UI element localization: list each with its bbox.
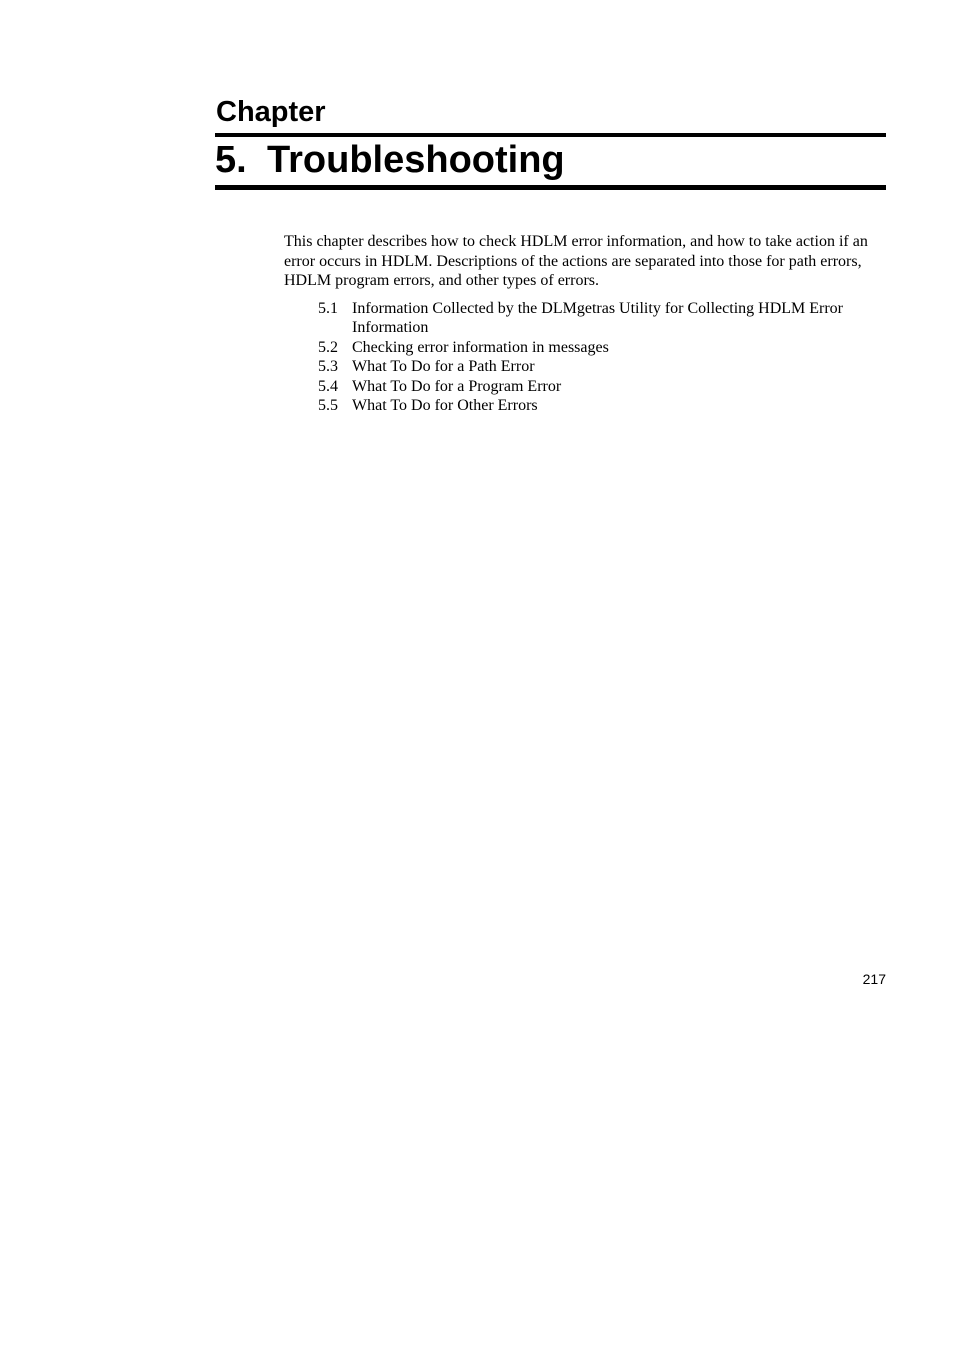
toc-item-number: 5.3 <box>318 358 338 376</box>
toc-item[interactable] <box>318 396 888 415</box>
toc-item[interactable] <box>318 377 888 396</box>
toc-item-title[interactable]: What To Do for a Program Error <box>352 377 562 395</box>
chapter-label: Chapter <box>216 96 326 128</box>
toc-item[interactable] <box>318 299 888 338</box>
chapter-rule-bottom <box>215 185 886 190</box>
toc-item-title[interactable]: What To Do for Other Errors <box>352 397 538 415</box>
toc-item-number: 5.4 <box>318 377 338 395</box>
chapter-number: 5. <box>215 139 247 181</box>
chapter-title <box>215 137 565 183</box>
toc-item-title[interactable]: Checking error information in messages <box>352 338 609 356</box>
toc-item[interactable] <box>318 357 888 376</box>
toc-item-title[interactable]: What To Do for a Path Error <box>352 358 535 376</box>
toc-item-number: 5.2 <box>318 338 338 356</box>
page-number: 217 <box>862 971 886 987</box>
intro-paragraph: This chapter describes how to check HDLM error information, and how to take action if an error occurs in HDLM. Descriptions of the actions are separated into those for path errors, HDLM program errors, and other types of errors. <box>284 233 868 289</box>
chapter-title-text: Troubleshooting <box>267 139 565 181</box>
chapter-contents-list <box>318 299 888 415</box>
toc-item-title[interactable]: Information Collected by the DLMgetras Utility for Collecting HDLM Error Information <box>352 300 843 337</box>
toc-item-number: 5.5 <box>318 397 338 415</box>
toc-item[interactable] <box>318 338 888 357</box>
toc-item-number: 5.1 <box>318 300 338 317</box>
